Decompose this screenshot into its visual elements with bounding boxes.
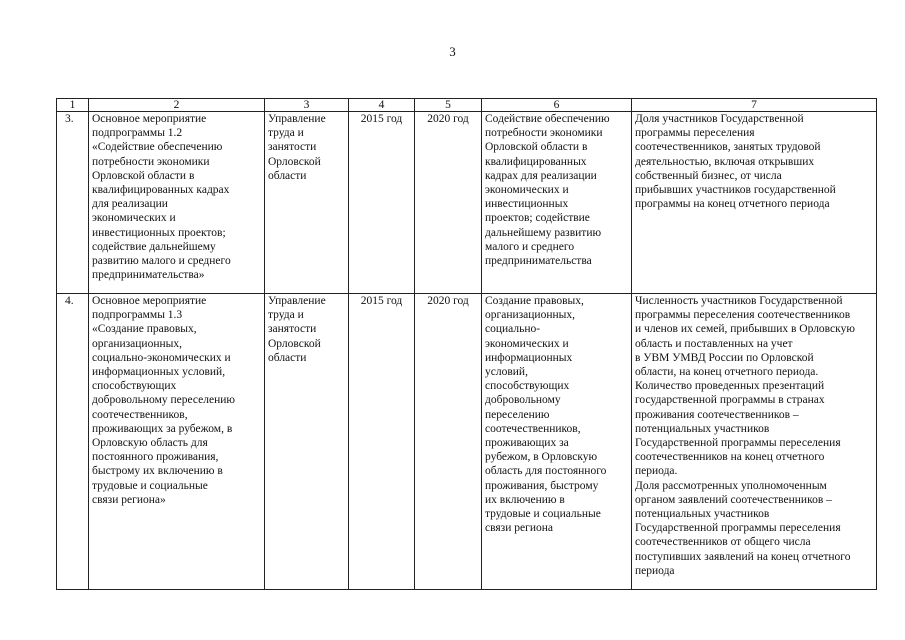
- text-line: потенциальных участников: [635, 508, 770, 521]
- start-year-cell: 2015 год: [349, 294, 415, 590]
- text-line: Орловской: [268, 155, 321, 168]
- text-line: Основное мероприятие: [92, 295, 207, 307]
- text-line: кадрах для реализации: [485, 169, 597, 182]
- text-line: предпринимательства: [485, 255, 592, 268]
- program-table: [56, 98, 877, 590]
- text-line: потребности экономики: [485, 127, 603, 140]
- text-line: области: [268, 351, 307, 364]
- text-line: периода.: [635, 465, 678, 478]
- result-cell: [482, 112, 632, 294]
- text-line: способствующих: [92, 380, 177, 393]
- table-row: [57, 294, 877, 590]
- text-line: социально-экономических и: [92, 351, 231, 364]
- text-line: Доля участников Государственной: [635, 113, 804, 125]
- header-cell: 3: [265, 99, 349, 112]
- text-line: поступивших заявлений на конец отчетного: [635, 550, 851, 563]
- text-line: развитию малого и среднего: [92, 255, 231, 268]
- text-line: Государственной программы переселения: [635, 522, 841, 535]
- text-line: области, на конец отчетного периода.: [635, 366, 819, 379]
- text-line: социально-: [485, 323, 541, 336]
- text-line: труда и: [268, 309, 304, 322]
- executor-cell: [265, 294, 349, 590]
- text-line: инвестиционных: [485, 198, 569, 211]
- text-line: переселению: [485, 408, 550, 421]
- text-line: прибывших участников государственной: [635, 184, 836, 197]
- text-line: экономических и: [485, 337, 569, 350]
- page-number: 3: [449, 44, 456, 59]
- text-line: занятости: [268, 323, 317, 336]
- text-line: экономических и: [92, 212, 176, 225]
- text-line: связи региона: [485, 522, 553, 535]
- text-line: Государственной программы переселения: [635, 437, 841, 450]
- header-cell: 2: [89, 99, 265, 112]
- text-line: Количество проведенных презентаций: [635, 380, 825, 393]
- text-line: собственный бизнес, от числа: [635, 169, 782, 182]
- header-cell: 5: [415, 99, 482, 112]
- text-line: Содействие обеспечению: [485, 113, 610, 125]
- text-line: программы переселения соотечественников: [635, 309, 851, 322]
- header-cell: 7: [632, 99, 877, 112]
- header-cell: 1: [57, 99, 89, 112]
- text-line: программы на конец отчетного периода: [635, 198, 830, 211]
- text-line: добровольному переселению: [92, 394, 235, 407]
- text-line: область и поставленных на учет: [635, 337, 793, 350]
- header-cell: 6: [482, 99, 632, 112]
- text-line: добровольному: [485, 394, 561, 407]
- text-line: содействие дальнейшему: [92, 240, 216, 253]
- header-cell: 4: [349, 99, 415, 112]
- row-number: 4.: [57, 294, 89, 590]
- text-line: потенциальных участников: [635, 422, 770, 435]
- text-line: постоянного проживания,: [92, 451, 219, 464]
- end-year-cell: 2020 год: [415, 112, 482, 294]
- text-line: соотечественников,: [92, 408, 188, 421]
- end-year-cell: 2020 год: [415, 294, 482, 590]
- start-year-cell: 2015 год: [349, 112, 415, 294]
- text-line: инвестиционных проектов;: [92, 226, 226, 239]
- table-row: [57, 112, 877, 294]
- text-line: квалифицированных: [485, 155, 587, 168]
- text-line: быстрому их включению в: [92, 465, 223, 478]
- text-line: проживающих за рубежом, в: [92, 422, 233, 435]
- text-line: «Создание правовых,: [92, 323, 197, 336]
- text-line: Управление: [268, 295, 326, 307]
- text-line: проживания, быстрому: [485, 479, 599, 492]
- text-line: способствующих: [485, 380, 570, 393]
- text-line: государственной программы в странах: [635, 394, 825, 407]
- text-line: для реализации: [92, 198, 168, 211]
- text-line: рубежом, в Орловскую: [485, 451, 598, 464]
- indicator-cell: [632, 112, 877, 294]
- text-line: Доля рассмотренных уполномоченным: [635, 479, 827, 492]
- text-line: труда и: [268, 127, 304, 140]
- text-line: трудовые и социальные: [485, 508, 601, 521]
- activity-cell: [89, 294, 265, 590]
- indicator-cell: [632, 294, 877, 590]
- text-line: предпринимательства»: [92, 269, 205, 282]
- text-line: программы переселения: [635, 127, 755, 140]
- text-line: соотечественников, занятых трудовой: [635, 141, 821, 154]
- text-line: и членов их семей, прибывших в Орловскую: [635, 323, 855, 336]
- text-line: информационных условий,: [92, 366, 226, 379]
- text-line: квалифицированных кадрах: [92, 184, 230, 197]
- text-line: потребности экономики: [92, 155, 210, 168]
- text-line: их включению в: [485, 493, 565, 506]
- text-line: соотечественников от общего числа: [635, 536, 811, 549]
- text-line: области: [268, 169, 307, 182]
- text-line: Численность участников Государственной: [635, 295, 843, 307]
- text-line: дальнейшему развитию: [485, 226, 602, 239]
- text-line: соотечественников,: [485, 422, 581, 435]
- row-number: 3.: [57, 112, 89, 294]
- text-line: информационных: [485, 351, 573, 364]
- text-line: Орловской: [268, 337, 321, 350]
- text-line: подпрограммы 1.3: [92, 309, 183, 322]
- text-line: занятости: [268, 141, 317, 154]
- text-line: Основное мероприятие: [92, 113, 207, 125]
- text-line: проживающих за: [485, 437, 569, 450]
- text-line: условий,: [485, 366, 528, 379]
- text-line: органом заявлений соотечественников –: [635, 493, 832, 506]
- header-row: [57, 99, 877, 112]
- text-line: трудовые и социальные: [92, 479, 208, 492]
- result-cell: [482, 294, 632, 590]
- text-line: «Содействие обеспечению: [92, 141, 223, 154]
- text-line: периода: [635, 564, 675, 577]
- text-line: подпрограммы 1.2: [92, 127, 183, 140]
- text-line: Управление: [268, 113, 326, 125]
- text-line: малого и среднего: [485, 240, 575, 253]
- text-line: Создание правовых,: [485, 295, 584, 307]
- text-line: проектов; содействие: [485, 212, 590, 225]
- text-line: в УВМ УМВД России по Орловской: [635, 351, 814, 364]
- text-line: организационных,: [485, 309, 575, 322]
- text-line: Орловской области в: [485, 141, 588, 154]
- executor-cell: [265, 112, 349, 294]
- text-line: Орловской области в: [92, 169, 195, 182]
- activity-cell: [89, 112, 265, 294]
- text-line: Орловскую область для: [92, 437, 208, 450]
- text-line: проживания соотечественников –: [635, 408, 799, 421]
- text-line: экономических и: [485, 184, 569, 197]
- text-line: соотечественников на конец отчетного: [635, 451, 825, 464]
- text-line: деятельностью, включая открывших: [635, 155, 815, 168]
- text-line: область для постоянного: [485, 465, 607, 478]
- text-line: связи региона»: [92, 493, 166, 506]
- text-line: организационных,: [92, 337, 182, 350]
